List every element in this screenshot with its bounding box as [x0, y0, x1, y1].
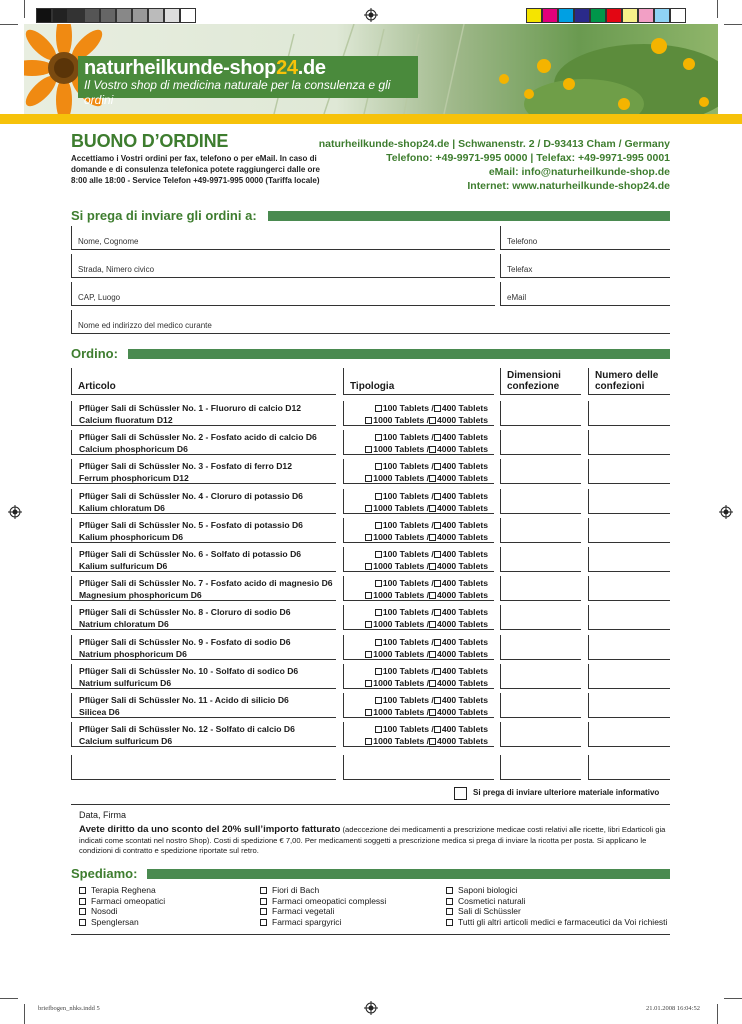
checkbox-4000-tablets[interactable]: [429, 417, 436, 424]
column-header-type: Tipologia: [343, 368, 494, 395]
type-options-line: [344, 519, 488, 531]
checkbox-icon: [446, 898, 453, 905]
shipping-item: [446, 917, 667, 928]
article-name: Pflüger Sali di Schüssler No. 10 - Solfato di sodico D6: [79, 666, 299, 676]
section-divider-bar: [128, 349, 670, 359]
crop-mark: [724, 998, 742, 999]
extra-quantity-input[interactable]: [588, 755, 670, 780]
crop-mark: [0, 24, 18, 25]
fax-field[interactable]: Telefax: [500, 254, 670, 278]
contact-address: naturheilkunde-shop24.de | Schwanenstr. 2 / D-93413 Cham / Germany: [318, 138, 670, 150]
option-label: 100 Tablets /: [382, 549, 434, 559]
discount-details: (adeccezione dei medicamenti a prescrizione medicae costi relativi alle ricette, libri Edarticoli gia indicati come scontati nel nostro Shop). Costi di spedizione € 7,00. Per medicamenti soggetti a prescrizione medica si prega di inviare la ricotta per posta. Si applicano le condizioni di contratto e spedizione riportate sul retro.: [79, 825, 666, 855]
type-options-line: [344, 472, 488, 484]
type-options-cell: [343, 605, 494, 630]
shipping-item-label: Spenglersan: [91, 916, 139, 927]
shipping-item: [260, 906, 334, 917]
type-options-line: [344, 577, 488, 589]
type-options-line: [344, 548, 488, 560]
article-name: Pflüger Sali di Schüssler No. 3 - Fosfato di ferro D12: [79, 461, 292, 471]
info-request-row: [71, 783, 670, 805]
checkbox-1000-tablets[interactable]: [365, 709, 372, 716]
option-label: 400 Tablets: [441, 578, 488, 588]
crop-mark: [724, 24, 742, 25]
article-name: Pflüger Sali di Schüssler No. 12 - Solfato di calcio D6: [79, 724, 295, 734]
extra-type-input[interactable]: [343, 755, 494, 780]
shipping-item-label: Tutti gli altri articoli medici e farmaceutici da Voi richiesti: [458, 916, 668, 927]
page-title: BUONO D’ORDINE: [71, 131, 229, 151]
checkbox-400-tablets[interactable]: [434, 522, 441, 529]
checkbox-4000-tablets[interactable]: [429, 651, 436, 658]
article-name: Pflüger Sali di Schüssler No. 7 - Fosfato acido di magnesio D6: [79, 578, 333, 588]
option-label: 4000 Tablets: [437, 649, 488, 659]
shipping-section-heading: Spediamo:: [71, 866, 138, 881]
option-label: 1000 Tablets /: [373, 678, 430, 688]
option-label: 100 Tablets /: [382, 491, 434, 501]
crop-mark: [717, 1004, 718, 1024]
quantity-input[interactable]: [588, 401, 670, 426]
package-size-input[interactable]: [500, 489, 581, 514]
discount-note: [79, 825, 669, 857]
type-options-line: [344, 694, 488, 706]
shipping-item-label: Cosmetici naturali: [458, 895, 526, 906]
checkbox-400-tablets[interactable]: [434, 609, 441, 616]
option-label: 400 Tablets: [441, 607, 488, 617]
contact-phone: Telefono: +49-9971-995 0000 | Telefax: +49-9971-995 0001: [386, 152, 670, 164]
type-options-line: [344, 490, 488, 502]
option-label: 1000 Tablets /: [373, 619, 430, 629]
quantity-input[interactable]: [588, 635, 670, 660]
checkbox-1000-tablets[interactable]: [365, 621, 372, 628]
registration-mark-icon: [364, 8, 378, 22]
checkbox-4000-tablets[interactable]: [429, 475, 436, 482]
option-label: 4000 Tablets: [437, 503, 488, 513]
process-color-bar: [526, 8, 686, 23]
option-label: 4000 Tablets: [437, 415, 488, 425]
type-options-cell: [343, 693, 494, 718]
type-options-line: [344, 706, 488, 718]
type-options-line: [344, 560, 488, 572]
contact-block: [319, 137, 670, 193]
option-label: 1000 Tablets /: [373, 590, 430, 600]
article-cell: [71, 576, 336, 601]
package-size-input[interactable]: [500, 693, 581, 718]
footer-timestamp: 21.01.2008 16:04:52: [646, 1005, 700, 1012]
shipping-item-label: Farmaci vegetali: [272, 906, 335, 916]
package-size-input[interactable]: [500, 518, 581, 543]
package-size-input[interactable]: [500, 576, 581, 601]
checkbox-1000-tablets[interactable]: [365, 475, 372, 482]
checkbox-4000-tablets[interactable]: [429, 534, 436, 541]
checkbox-100-tablets[interactable]: [375, 639, 382, 646]
checkbox-1000-tablets[interactable]: [365, 738, 372, 745]
option-label: 4000 Tablets: [437, 444, 488, 454]
bottom-rule: [71, 934, 670, 935]
checkbox-1000-tablets[interactable]: [365, 534, 372, 541]
shipping-item-label: Farmaci omeopatici: [91, 895, 166, 906]
discount-highlight: Avete diritto da uno sconto del 20% sull’importo fatturato: [79, 824, 341, 835]
shipping-item: [260, 917, 341, 928]
checkbox-100-tablets[interactable]: [375, 668, 382, 675]
type-options-line: [344, 414, 488, 426]
option-label: 4000 Tablets: [437, 561, 488, 571]
registration-mark-icon: [719, 505, 733, 519]
option-label: 100 Tablets /: [382, 607, 434, 617]
type-options-line: [344, 606, 488, 618]
type-options-line: [344, 531, 488, 543]
checkbox-4000-tablets[interactable]: [429, 446, 436, 453]
banner-white-stripe: [0, 124, 742, 127]
option-label: 100 Tablets /: [382, 695, 434, 705]
checkbox-400-tablets[interactable]: [434, 697, 441, 704]
option-label: 4000 Tablets: [437, 590, 488, 600]
shipping-item: [79, 885, 156, 896]
article-latin-name: Magnesium phosphoricum D6: [79, 590, 202, 600]
option-label: 400 Tablets: [441, 403, 488, 413]
option-label: 400 Tablets: [441, 724, 488, 734]
checkbox-4000-tablets[interactable]: [429, 621, 436, 628]
site-logo-box: [78, 56, 418, 107]
checkbox-400-tablets[interactable]: [434, 639, 441, 646]
quantity-input[interactable]: [588, 664, 670, 689]
quantity-input[interactable]: [588, 518, 670, 543]
checkbox-4000-tablets[interactable]: [429, 738, 436, 745]
shipping-item: [79, 896, 165, 907]
article-name: Pflüger Sali di Schüssler No. 8 - Cloruro di sodio D6: [79, 607, 291, 617]
checkbox-icon: [79, 898, 86, 905]
checkbox-400-tablets[interactable]: [434, 493, 441, 500]
section-divider-bar: [268, 211, 670, 221]
checkbox-400-tablets[interactable]: [434, 668, 441, 675]
option-label: 100 Tablets /: [382, 666, 434, 676]
type-options-line: [344, 431, 488, 443]
article-name: Pflüger Sali di Schüssler No. 4 - Cloruro di potassio D6: [79, 491, 303, 501]
type-options-cell: [343, 664, 494, 689]
checkbox-icon: [79, 887, 86, 894]
checkbox-1000-tablets[interactable]: [365, 592, 372, 599]
package-size-input[interactable]: [500, 401, 581, 426]
quantity-input[interactable]: [588, 576, 670, 601]
package-size-input[interactable]: [500, 605, 581, 630]
option-label: 400 Tablets: [441, 461, 488, 471]
checkbox-1000-tablets[interactable]: [365, 446, 372, 453]
option-label: 1000 Tablets /: [373, 415, 430, 425]
article-latin-name: Calcium phosphoricum D6: [79, 444, 188, 454]
intro-text: Accettiamo i Vostri ordini per fax, telefono o per eMail. In caso di domande e di consulenza telefonica potete raggiungerci dalle ore 8:00 alle 18:00 - Service Telefon +49-9971-995 0000 (Tariffa locale): [71, 154, 320, 185]
checkbox-1000-tablets[interactable]: [365, 505, 372, 512]
shipping-item-label: Terapia Reghena: [91, 885, 156, 895]
article-cell: [71, 430, 336, 455]
type-options-line: [344, 735, 488, 747]
article-latin-name: Natrium sulfuricum D6: [79, 678, 172, 688]
name-field[interactable]: Nome, Cognome: [71, 226, 495, 250]
package-size-input[interactable]: [500, 459, 581, 484]
checkbox-1000-tablets[interactable]: [365, 680, 372, 687]
doctor-field[interactable]: Nome ed indirizzo del medico curante: [71, 310, 670, 334]
package-size-input[interactable]: [500, 722, 581, 747]
article-latin-name: Calcium fluoratum D12: [79, 415, 173, 425]
shipping-item: [446, 896, 526, 907]
checkbox-100-tablets[interactable]: [375, 726, 382, 733]
grayscale-color-bar: [36, 8, 196, 23]
order-section-heading: Ordino:: [71, 346, 118, 361]
checkbox-icon: [446, 919, 453, 926]
type-options-cell: [343, 576, 494, 601]
type-options-line: [344, 618, 488, 630]
article-name: Pflüger Sali di Schüssler No. 11 - Acido di silicio D6: [79, 695, 289, 705]
type-options-line: [344, 460, 488, 472]
article-latin-name: Natrium chloratum D6: [79, 619, 169, 629]
checkbox-icon: [79, 919, 86, 926]
article-latin-name: Kalium phosphoricum D6: [79, 532, 184, 542]
package-size-input[interactable]: [500, 547, 581, 572]
option-label: 4000 Tablets: [437, 473, 488, 483]
option-label: 400 Tablets: [441, 432, 488, 442]
type-options-line: [344, 636, 488, 648]
shipping-item-label: Farmaci omeopatici complessi: [272, 895, 387, 906]
option-label: 1000 Tablets /: [373, 649, 430, 659]
customer-section-heading: Si prega di inviare gli ordini a:: [71, 208, 257, 223]
option-label: 400 Tablets: [441, 666, 488, 676]
option-label: 400 Tablets: [441, 520, 488, 530]
checkbox-icon: [260, 898, 267, 905]
checkbox-100-tablets[interactable]: [375, 434, 382, 441]
article-name: Pflüger Sali di Schüssler No. 1 - Fluoruro di calcio D12: [79, 403, 302, 413]
type-options-line: [344, 648, 488, 660]
extra-article-input[interactable]: [71, 755, 336, 780]
shipping-item-label: Farmaci spargyrici: [272, 916, 342, 927]
article-cell: [71, 547, 336, 572]
checkbox-100-tablets[interactable]: [375, 609, 382, 616]
crop-mark: [24, 0, 25, 18]
checkbox-1000-tablets[interactable]: [365, 651, 372, 658]
checkbox-icon: [260, 919, 267, 926]
checkbox-4000-tablets[interactable]: [429, 709, 436, 716]
option-label: 1000 Tablets /: [373, 473, 430, 483]
checkbox-4000-tablets[interactable]: [429, 592, 436, 599]
checkbox-400-tablets[interactable]: [434, 551, 441, 558]
city-field[interactable]: CAP, Luogo: [71, 282, 495, 306]
type-options-line: [344, 402, 488, 414]
article-latin-name: Calcium sulfuricum D6: [79, 736, 173, 746]
option-label: 100 Tablets /: [382, 461, 434, 471]
checkbox-100-tablets[interactable]: [375, 493, 382, 500]
option-label: 1000 Tablets /: [373, 503, 430, 513]
shipping-item-label: Saponi biologici: [458, 885, 518, 895]
article-name: Pflüger Sali di Schüssler No. 9 - Fosfato di sodio D6: [79, 637, 291, 647]
contact-email: eMail: info@naturheilkunde-shop.de: [488, 166, 670, 178]
option-label: 100 Tablets /: [382, 520, 434, 530]
checkbox-100-tablets[interactable]: [375, 463, 382, 470]
article-latin-name: Kalium sulfuricum D6: [79, 561, 168, 571]
type-options-line: [344, 665, 488, 677]
option-label: 1000 Tablets /: [373, 444, 430, 454]
checkbox-1000-tablets[interactable]: [365, 563, 372, 570]
info-request-label: Si prega di inviare ulteriore materiale informativo: [473, 788, 660, 797]
type-options-line: [344, 443, 488, 455]
shipping-item: [260, 885, 319, 896]
checkbox-400-tablets[interactable]: [434, 726, 441, 733]
article-latin-name: Kalium chloratum D6: [79, 503, 165, 513]
option-label: 4000 Tablets: [437, 678, 488, 688]
shipping-item: [79, 917, 139, 928]
option-label: 400 Tablets: [441, 549, 488, 559]
checkbox-100-tablets[interactable]: [375, 551, 382, 558]
article-cell: [71, 605, 336, 630]
option-label: 1000 Tablets /: [373, 736, 430, 746]
checkbox-4000-tablets[interactable]: [429, 680, 436, 687]
option-label: 4000 Tablets: [437, 707, 488, 717]
checkbox-400-tablets[interactable]: [434, 580, 441, 587]
crop-mark: [717, 0, 718, 18]
shipping-item: [446, 906, 521, 917]
article-latin-name: Silicea D6: [79, 707, 120, 717]
checkbox-100-tablets[interactable]: [375, 522, 382, 529]
type-options-cell: [343, 722, 494, 747]
checkbox-100-tablets[interactable]: [375, 697, 382, 704]
section-divider-bar: [147, 869, 670, 879]
article-cell: [71, 664, 336, 689]
checkbox-icon: [446, 908, 453, 915]
article-name: Pflüger Sali di Schüssler No. 6 - Solfato di potassio D6: [79, 549, 302, 559]
article-cell: [71, 459, 336, 484]
column-header-quantity: Numero delle confezioni: [588, 368, 670, 395]
checkbox-400-tablets[interactable]: [434, 463, 441, 470]
article-cell: [71, 401, 336, 426]
option-label: 100 Tablets /: [382, 403, 434, 413]
site-tagline: Il Vostro shop di medicina naturale per la consulenza e gli ordini: [84, 78, 391, 107]
article-cell: [71, 635, 336, 660]
shipping-item: [79, 906, 117, 917]
article-cell: [71, 722, 336, 747]
checkbox-icon: [260, 887, 267, 894]
date-signature-label: Data, Firma: [79, 810, 127, 820]
contact-website: Internet: www.naturheilkunde-shop24.de: [467, 180, 670, 192]
checkbox-4000-tablets[interactable]: [429, 563, 436, 570]
checkbox-icon: [260, 908, 267, 915]
article-name: Pflüger Sali di Schüssler No. 2 - Fosfato acido di calcio D6: [79, 432, 317, 442]
article-latin-name: Natrium phosphoricum D6: [79, 649, 187, 659]
footer-file: briefbogen_nhks.indd 5: [38, 1005, 100, 1012]
package-size-input[interactable]: [500, 430, 581, 455]
quantity-input[interactable]: [588, 459, 670, 484]
quantity-input[interactable]: [588, 489, 670, 514]
registration-mark-icon: [8, 505, 22, 519]
site-name: naturheilkunde-shop24.de: [84, 57, 326, 79]
type-options-cell: [343, 489, 494, 514]
shipping-item: [446, 885, 518, 896]
type-options-cell: [343, 635, 494, 660]
article-name: Pflüger Sali di Schüssler No. 5 - Fosfato di potassio D6: [79, 520, 303, 530]
type-options-cell: [343, 401, 494, 426]
option-label: 100 Tablets /: [382, 578, 434, 588]
shipping-item-label: Sali di Schüssler: [458, 906, 521, 916]
type-options-line: [344, 589, 488, 601]
quantity-input[interactable]: [588, 605, 670, 630]
checkbox-400-tablets[interactable]: [434, 405, 441, 412]
option-label: 1000 Tablets /: [373, 532, 430, 542]
column-header-article: Articolo: [71, 368, 336, 395]
street-field[interactable]: Strada, Nimero civico: [71, 254, 495, 278]
article-cell: [71, 693, 336, 718]
type-options-cell: [343, 518, 494, 543]
checkbox-icon: [446, 887, 453, 894]
article-cell: [71, 489, 336, 514]
checkbox-4000-tablets[interactable]: [429, 505, 436, 512]
crop-mark: [0, 998, 18, 999]
quantity-input[interactable]: [588, 430, 670, 455]
option-label: 4000 Tablets: [437, 736, 488, 746]
type-options-cell: [343, 430, 494, 455]
checkbox-400-tablets[interactable]: [434, 434, 441, 441]
article-latin-name: Ferrum phosphoricum D12: [79, 473, 189, 483]
option-label: 100 Tablets /: [382, 637, 434, 647]
banner-yellow-stripe: [0, 114, 742, 124]
column-header-package-size: Dimensioni confezione: [500, 368, 581, 395]
checkbox-icon: [79, 908, 86, 915]
shipping-item: [260, 896, 386, 907]
shipping-item-label: Fiori di Bach: [272, 885, 320, 895]
extra-package-size-input[interactable]: [500, 755, 581, 780]
registration-mark-icon: [364, 1001, 378, 1015]
option-label: 4000 Tablets: [437, 532, 488, 542]
quantity-input[interactable]: [588, 722, 670, 747]
option-label: 100 Tablets /: [382, 432, 434, 442]
option-label: 400 Tablets: [441, 637, 488, 647]
quantity-input[interactable]: [588, 547, 670, 572]
info-request-checkbox[interactable]: [454, 787, 467, 800]
type-options-line: [344, 677, 488, 689]
option-label: 100 Tablets /: [382, 724, 434, 734]
option-label: 1000 Tablets /: [373, 707, 430, 717]
package-size-input[interactable]: [500, 664, 581, 689]
crop-mark: [24, 1004, 25, 1024]
phone-field[interactable]: Telefono: [500, 226, 670, 250]
shipping-item-label: Nosodi: [91, 906, 118, 916]
quantity-input[interactable]: [588, 693, 670, 718]
checkbox-1000-tablets[interactable]: [365, 417, 372, 424]
checkbox-100-tablets[interactable]: [375, 580, 382, 587]
type-options-cell: [343, 547, 494, 572]
package-size-input[interactable]: [500, 635, 581, 660]
email-field[interactable]: eMail: [500, 282, 670, 306]
type-options-line: [344, 502, 488, 514]
checkbox-100-tablets[interactable]: [375, 405, 382, 412]
type-options-line: [344, 723, 488, 735]
option-label: 1000 Tablets /: [373, 561, 430, 571]
option-label: 400 Tablets: [441, 491, 488, 501]
article-cell: [71, 518, 336, 543]
option-label: 400 Tablets: [441, 695, 488, 705]
option-label: 4000 Tablets: [437, 619, 488, 629]
type-options-cell: [343, 459, 494, 484]
